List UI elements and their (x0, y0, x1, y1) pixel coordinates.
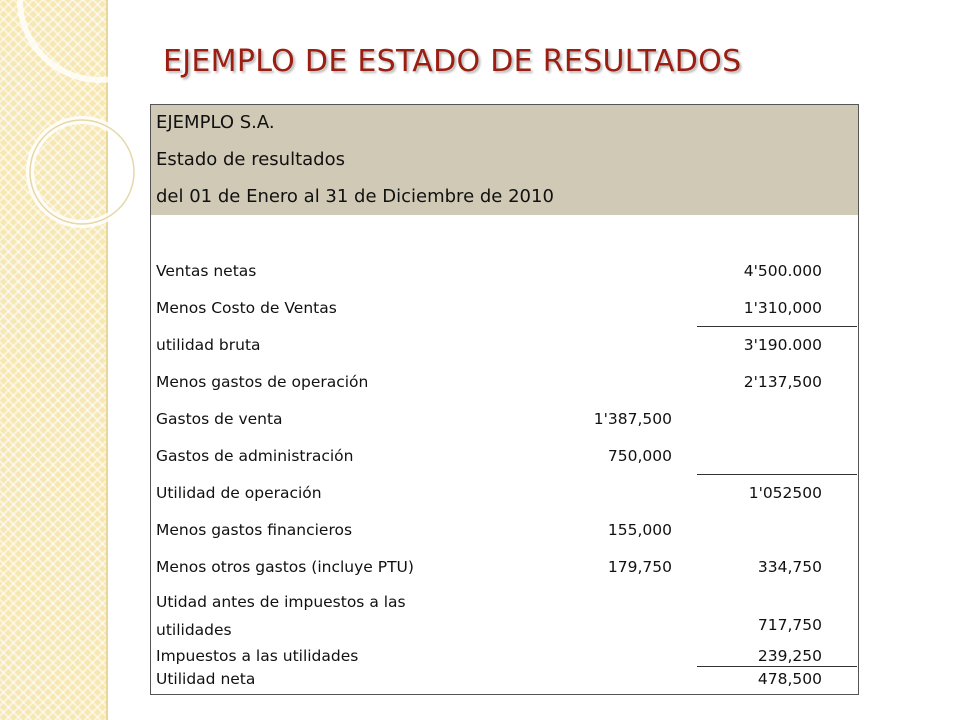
row-total: 3'190.000 (743, 336, 822, 354)
row-total: 4'500.000 (743, 262, 822, 280)
table-row (151, 401, 858, 438)
table-row (151, 364, 858, 401)
row-subtotal: 179,750 (607, 558, 672, 576)
row-total: 239,250 (757, 647, 822, 665)
table-row (151, 586, 858, 646)
table-row (151, 438, 858, 475)
company-name: EJEMPLO S.A. (156, 112, 275, 133)
row-label: Gastos de venta (156, 410, 283, 428)
row-label: Menos gastos financieros (156, 521, 353, 539)
row-label: Utilidad de operación (156, 484, 322, 502)
table-row (151, 327, 858, 364)
row-label: utilidad bruta (156, 336, 261, 354)
row-total: 1'052500 (748, 484, 822, 502)
row-total: 717,750 (757, 616, 822, 634)
row-total: 478,500 (757, 670, 822, 688)
decorative-rings (0, 0, 160, 260)
income-statement-table (150, 104, 859, 695)
table-row (151, 290, 858, 327)
row-total: 1'310,000 (743, 299, 822, 317)
table-row (151, 512, 858, 549)
row-label: Ventas netas (156, 262, 257, 280)
row-label: Gastos de administración (156, 447, 354, 465)
report-period: del 01 de Enero al 31 de Diciembre de 2010 (156, 186, 554, 207)
slide-title: EJEMPLO DE ESTADO DE RESULTADOS (163, 44, 742, 79)
row-label: Menos gastos de operación (156, 373, 369, 391)
row-subtotal: 1'387,500 (593, 410, 672, 428)
row-label: Menos otros gastos (incluye PTU) (156, 558, 414, 576)
table-row (151, 667, 858, 694)
row-total: 334,750 (757, 558, 822, 576)
table-row (151, 475, 858, 512)
table-row (151, 549, 858, 586)
spacer-row (151, 215, 858, 253)
table-row (151, 646, 858, 667)
statement-header (151, 104, 858, 215)
row-label: Utilidad neta (156, 670, 256, 688)
table-row (151, 253, 858, 290)
row-label: Impuestos a las utilidades (156, 647, 359, 665)
row-total: 2'137,500 (743, 373, 822, 391)
report-name: Estado de resultados (156, 149, 345, 170)
row-label: Menos Costo de Ventas (156, 299, 337, 317)
row-subtotal: 155,000 (607, 521, 672, 539)
row-label: Utidad antes de impuestos a las utilidades (156, 593, 406, 639)
row-subtotal: 750,000 (607, 447, 672, 465)
